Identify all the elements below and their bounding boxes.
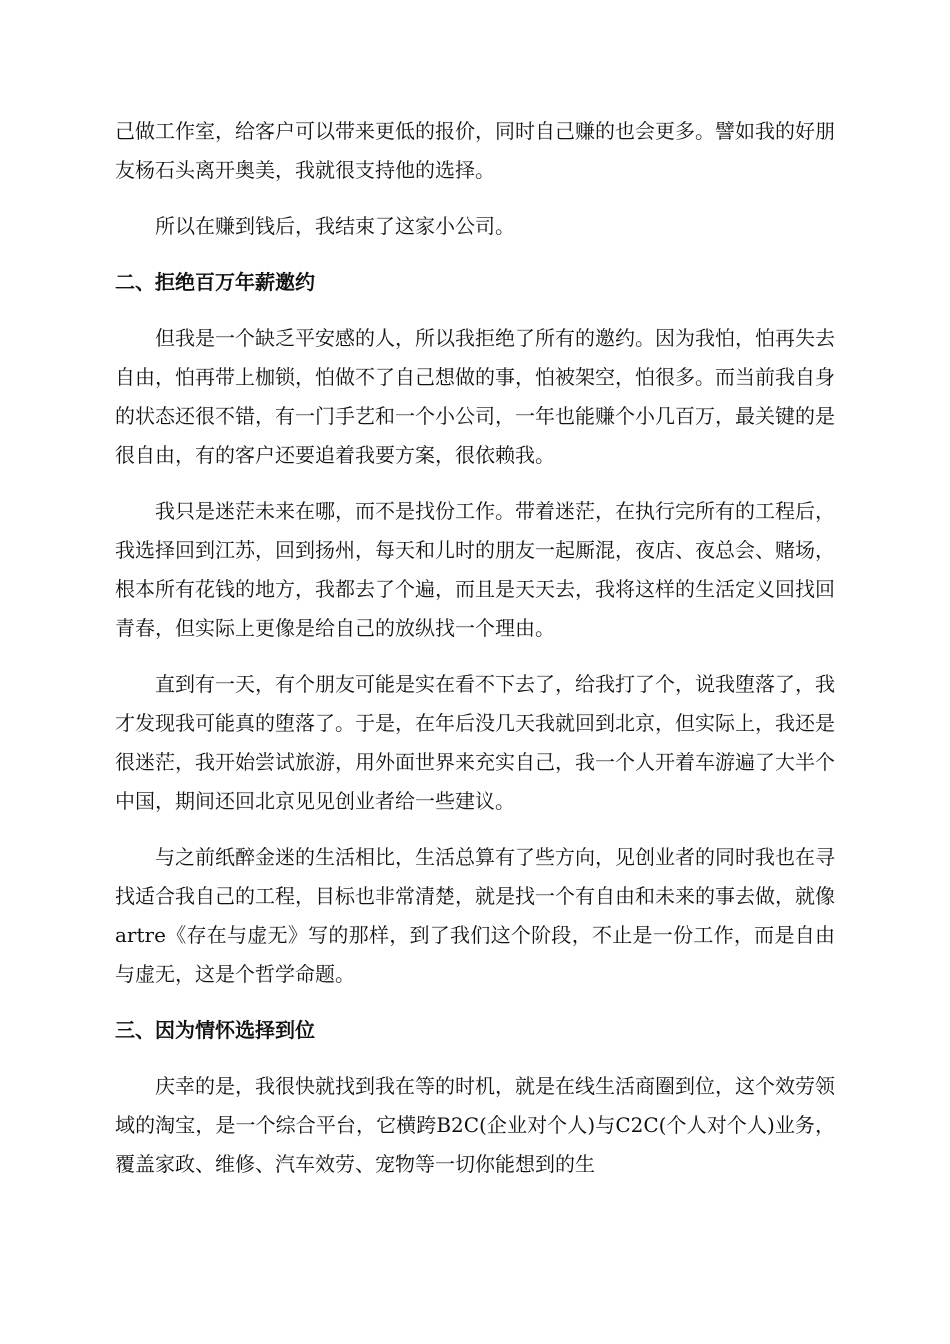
paragraph-continuation: 己做工作室，给客户可以带来更低的报价，同时自己赚的也会更多。譬如我的好朋友杨石头离开奥美，我就很支持他的选择。	[115, 119, 835, 182]
paragraph-confusion: 我只是迷茫未来在哪，而不是找份工作。带着迷茫，在执行完所有的工程后，我选择回到江苏，回到扬州，每天和儿时的朋友一起厮混，夜店、夜总会、赌场，根本所有花钱的地方，我都去了个遍，而且是天天去，我将这样的生活定义回找回青春，但实际上更像是给自己的放纵找一个理由。	[115, 499, 835, 640]
paragraph-friend-call: 直到有一天，有个朋友可能是实在看不下去了，给我打了个，说我堕落了，我才发现我可能真的堕落了。于是，在年后没几天我就回到北京，但实际上，我还是很迷茫，我开始尝试旅游，用外面世界来充实自己，我一个人开着车游遍了大半个中国，期间还回北京见见创业者给一些建议。	[115, 672, 835, 813]
section-heading-2: 二、拒绝百万年薪邀约	[115, 270, 315, 294]
paragraph-daowei-platform: 庆幸的是，我很快就找到我在等的时机，就是在线生活商圈到位，这个效劳领域的淘宝，是一个综合平台，它横跨B2C(企业对个人)与C2C(个人对个人)业务，覆盖家政、维修、汽车效劳、宠物等一切你能想到的生	[115, 1074, 835, 1176]
paragraph-rejected-offers: 但我是一个缺乏平安感的人，所以我拒绝了所有的邀约。因为我怕，怕再失去自由，怕再带上枷锁，怕做不了自己想做的事，怕被架空，怕很多。而当前我自身的状态还很不错，有一门手艺和一个小公司，一年也能赚个小几百万，最关键的是很自由，有的客户还要追着我要方案，很依赖我。	[115, 326, 835, 467]
document-page	[115, 112, 835, 1201]
paragraph-finding-direction: 与之前纸醉金迷的生活相比，生活总算有了些方向，见创业者的同时我也在寻找适合我自己的工程，目标也非常清楚，就是找一个有自由和未来的事去做，就像artre《存在与虚无》写的那样，到了我们这个阶段，不止是一份工作，而是自由与虚无，这是个哲学命题。	[115, 845, 835, 986]
section-heading-3: 三、因为情怀选择到位	[115, 1018, 315, 1042]
paragraph-closed-company: 所以在赚到钱后，我结束了这家小公司。	[155, 214, 515, 238]
